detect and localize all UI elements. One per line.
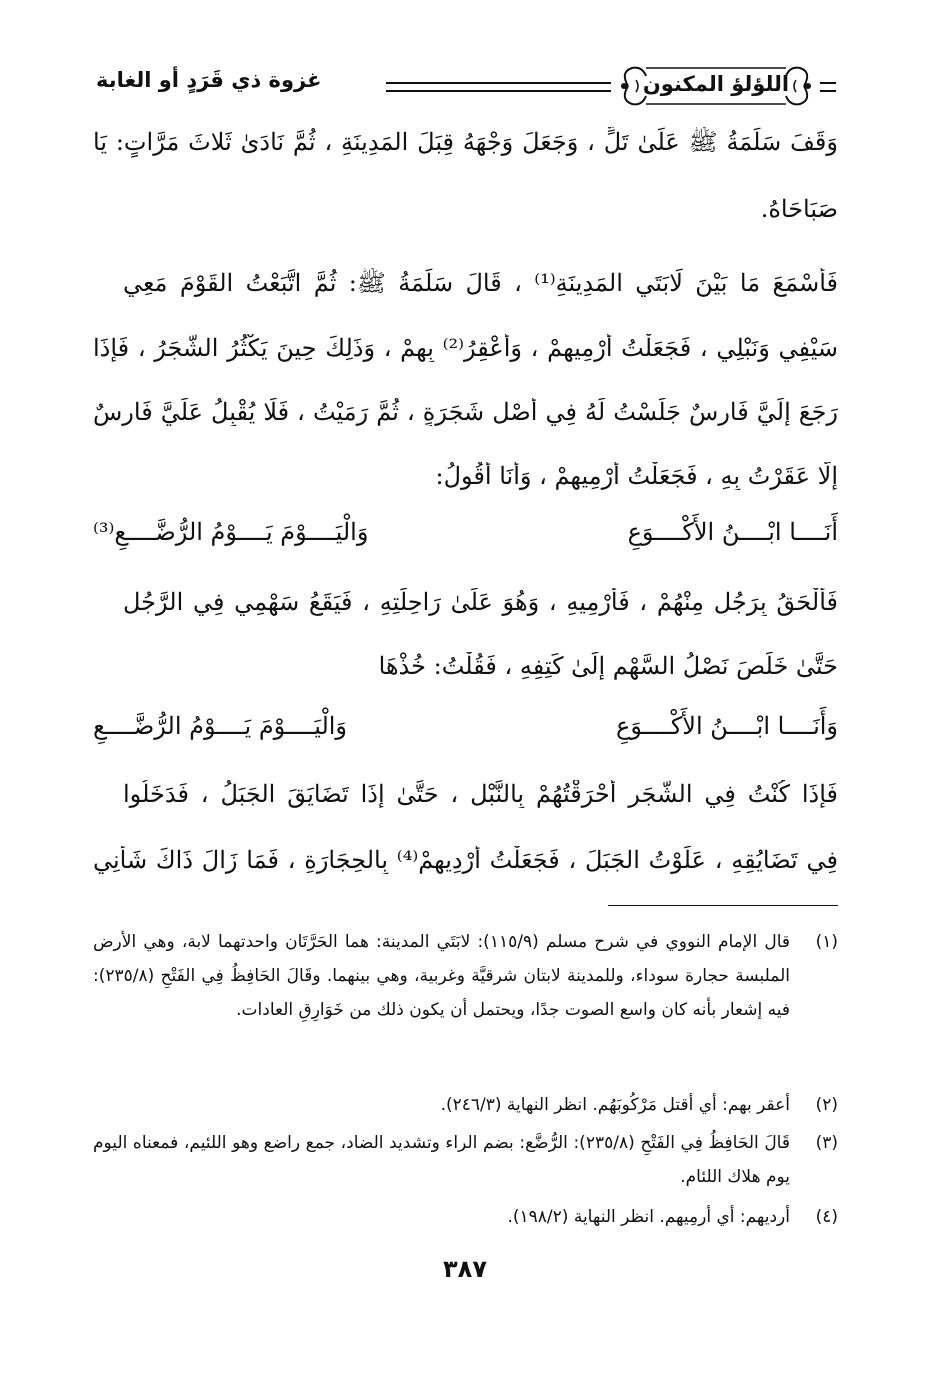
footnote-text: قَالَ الحَافِظُ فِي الفَتْحِ (٢٣٥/٨): الرُّضَّع: بضم الراء وتشديد الضاد، جمع راضع وهو اللئيم، فمعناه اليوم يوم هلاك اللئام.	[93, 1133, 790, 1187]
footnote-number: (٢)	[815, 1095, 838, 1115]
text-line: حَتَّىٰ خَلَصَ نَصْلُ السَّهْمِ إِلَىٰ كَتِفِهِ ، فَقُلْتُ: خُذْهَا	[378, 652, 838, 680]
poetry-verse	[93, 712, 838, 752]
verse-hemistich-first: وَأَنَــــا ابْــــنُ الأَكْــــوَعِ	[616, 712, 838, 740]
text-line: فَأَلْحَقُ بِرَجُلٍ مِنْهُمْ ، فَأَرْمِيهِ ، وَهُوَ عَلَىٰ رَاحِلَتِهِ ، فَيَقَعُ سَهْمِي فِي الرَّجُلِ	[123, 588, 838, 616]
footnote-number: (٤)	[815, 1207, 838, 1227]
text-line: إِلَّا عَقَرْتُ بِهِ ، فَجَعَلْتُ أَرْمِيهِمْ ، وَأَنَا أَقُولُ:	[435, 462, 838, 490]
book-title-cartouche	[616, 62, 816, 110]
footnote-number: (٣)	[815, 1133, 838, 1153]
footnote-number: (١)	[815, 932, 838, 952]
book-title: اللؤلؤ المكنون	[642, 72, 790, 96]
page-number: ٣٨٧	[443, 1255, 487, 1283]
footnote	[93, 1088, 838, 1122]
footnote-text: أعقر بهم: أي أقتل مَرْكُوبَهُم. انظر النهاية (٢٤٦/٣).	[440, 1095, 790, 1115]
text-line: فِي تَضَايُقِهِ ، عَلَوْتُ الجَبَلَ ، فَجَعَلْتُ أُرْدِيهِمْ⁽⁴⁾ بِالحِجَارَةِ ، فَمَا زَالَ ذَاكَ شَأْنِي	[93, 846, 838, 874]
running-header	[96, 52, 836, 122]
verse-hemistich-second: وَالْيَــــوْمَ يَــــوْمُ الرُّضَّــــعِ⁽³⁾	[93, 518, 369, 546]
header-rule-right	[820, 82, 836, 92]
footnote	[93, 1200, 838, 1234]
text-line: رَجَعَ إِلَيَّ فَارِسٌ جَلَسْتُ لَهُ فِي أَصْلِ شَجَرَةٍ ، ثُمَّ رَمَيْتُ ، فَلَا يُقْبِلُ عَلَيَّ فَارِسٌ	[93, 398, 838, 426]
text-line: صَبَاحَاهُ.	[760, 195, 838, 223]
text-line: فَأَسْمَعَ مَا بَيْنَ لَابَتَي المَدِينَةِ⁽¹⁾ ، قَالَ سَلَمَةُ ﷺ: ثُمَّ اتَّبَعْتُ القَوْمَ مَعِي	[123, 269, 838, 297]
chapter-title: غزوة ذي قَرَدٍ أو الغابة	[96, 68, 322, 92]
text-line: فَإِذَا كُنْتُ فِي الشَّجَرِ أَحْرَقْتُهُمْ بِالنَّبْلِ ، حَتَّىٰ إِذَا تَضَايَقَ الجَبَلُ ، فَدَخَلُوا	[123, 780, 838, 808]
header-rule-middle	[386, 82, 611, 92]
poetry-verse	[93, 518, 838, 558]
text-line: وَقَفَ سَلَمَةُ ﷺ عَلَىٰ تَلٍّ ، وَجَعَلَ وَجْهَهُ قِبَلَ المَدِينَةِ ، ثُمَّ نَادَىٰ ثَلاثَ مَرَّاتٍ: يَا	[93, 128, 838, 156]
footnote-text: أرديهم: أي أرمِيهم. انظر النهاية (١٩٨/٢).	[507, 1207, 790, 1227]
verse-hemistich-first: أَنَــــا ابْــــنُ الأَكْــــوَعِ	[627, 518, 838, 546]
footnote	[93, 1126, 838, 1194]
footnote	[93, 925, 838, 1027]
footnote-separator	[608, 905, 838, 906]
footnote-text: قال الإمام النووي في شرح مسلم (١١٥/٩): لابَتَي المدينة: هما الحَرَّتَان واحدتهما لابة، وهي الأرض الملبسة حجارة سوداء، وللمدينة لابتان شرقيَّة وغربية، وهي بينهما. وقَالَ الحَافِظُ فِي الفَتْحِ (٢٣٥/٨): فيه إشعار بأنه كان واسع الصوت جدًا، ويحتمل أن يكون ذلك من خَوَارِقِ العادات.	[93, 932, 790, 1020]
verse-hemistich-second: وَالْيَــــوْمَ يَــــوْمُ الرُّضَّــــعِ	[93, 712, 348, 740]
text-line: سَيْفِي وَنَبْلِي ، فَجَعَلْتُ أَرْمِيهِمْ ، وَأَعْقِرُ⁽²⁾ بِهِمْ ، وَذَلِكَ حِينَ يَكْثُرُ الشَّجَرُ ، فَإِذَا	[93, 334, 838, 362]
